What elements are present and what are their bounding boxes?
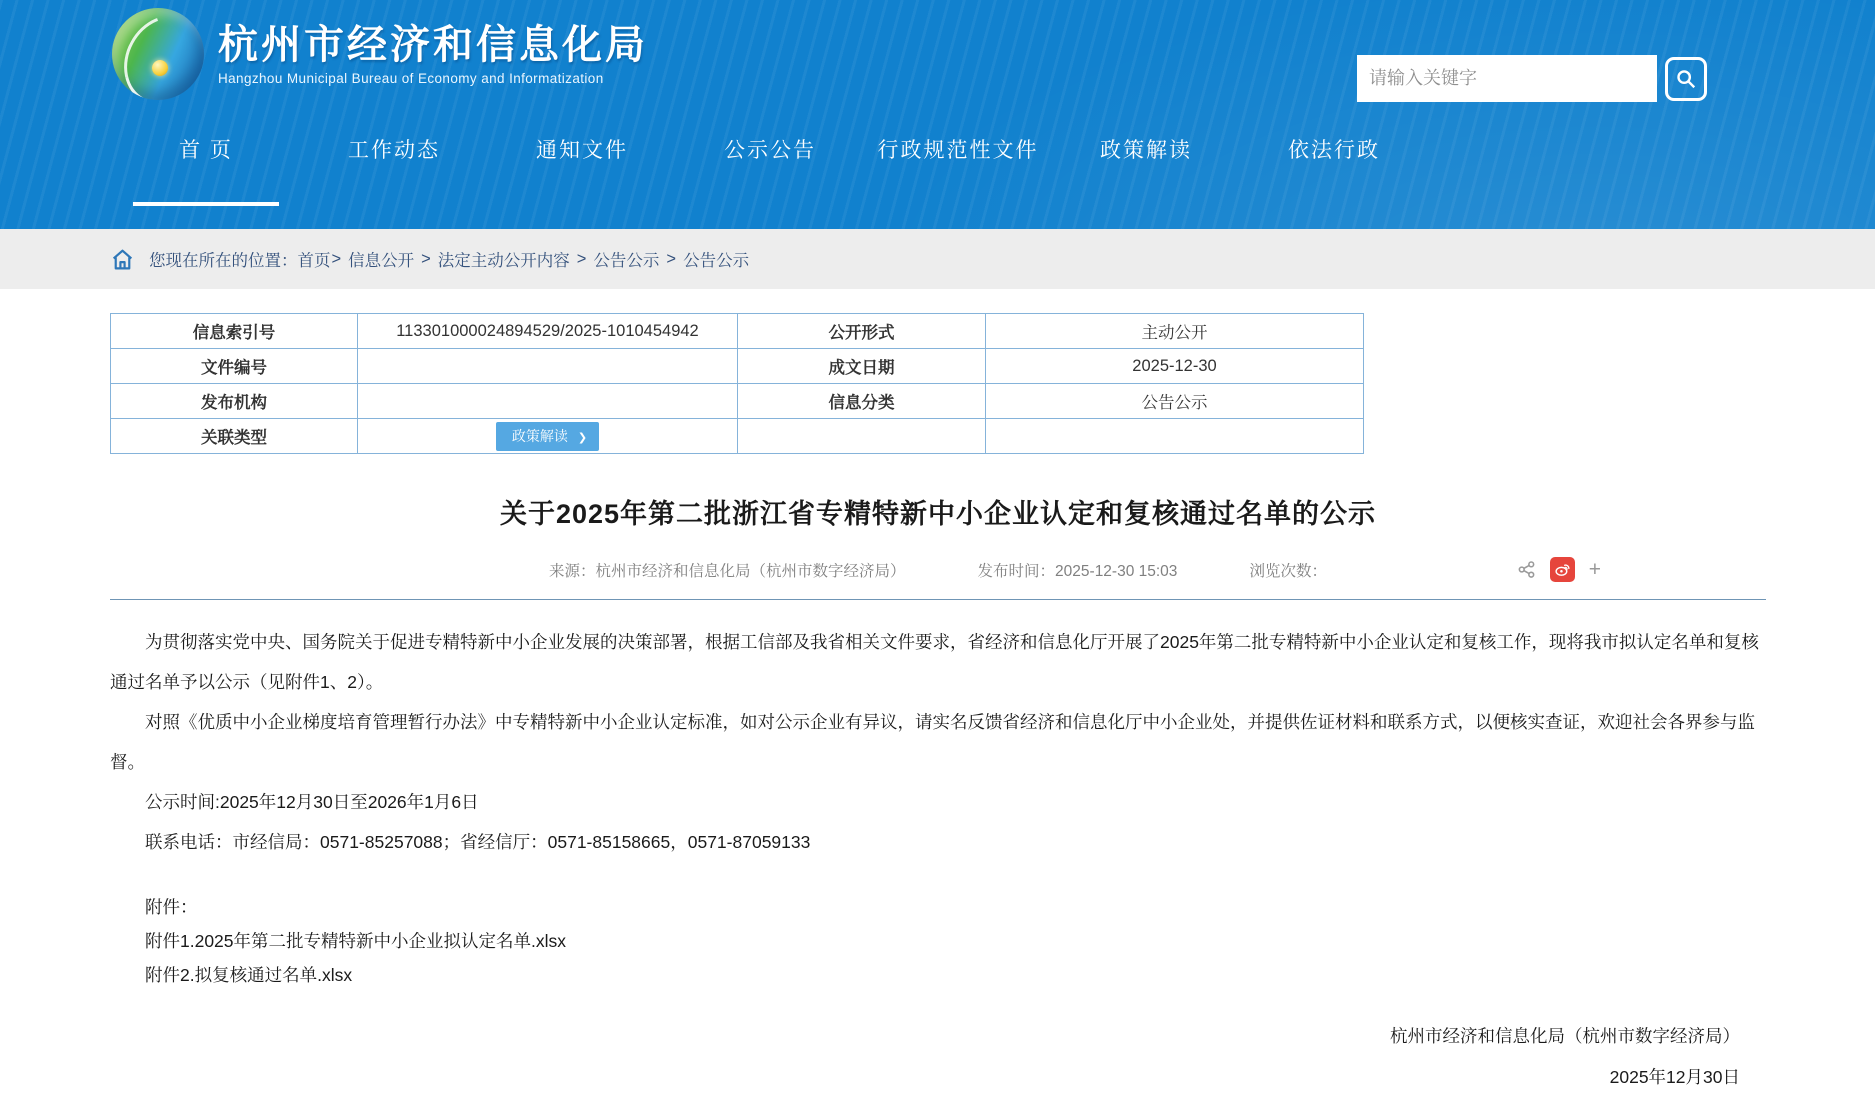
table-row — [111, 384, 1364, 419]
info-category-value: 公告公示 — [986, 384, 1364, 419]
attachments-label: 附件： — [145, 897, 198, 917]
search-input[interactable] — [1357, 55, 1657, 102]
info-index-value: 113301000024894529/2025-1010454942 — [358, 314, 738, 349]
site-header — [0, 0, 1875, 229]
document-number-value — [358, 349, 738, 384]
share-icon[interactable] — [1517, 560, 1536, 579]
issuing-agency-label: 发布机构 — [111, 384, 358, 419]
disclosure-form-label: 公开形式 — [738, 314, 986, 349]
related-type-label: 关联类型 — [111, 419, 358, 454]
nav-item-notice-documents[interactable]: 通知文件 — [536, 139, 628, 162]
agency-name-english: Hangzhou Municipal Bureau of Economy and Informatization — [218, 71, 604, 86]
policy-interpretation-button[interactable]: 政策解读 ❯ — [496, 422, 599, 451]
issue-date-label: 成文日期 — [738, 349, 986, 384]
brand — [112, 8, 648, 100]
breadcrumb-prefix: 您现在所在的位置： — [149, 252, 298, 270]
nav-item-work-news[interactable]: 工作动态 — [348, 139, 440, 162]
publish-time: 发布时间：2025-12-30 15:03 — [977, 563, 1178, 580]
article-source: 来源：杭州市经济和信息化局（杭州市数字经济局） — [549, 563, 906, 580]
body-paragraph: 为贯彻落实党中央、国务院关于促进专精特新中小企业发展的决策部署，根据工信部及我省相关文件要求，省经济和信息化厅开展了2025年第二批专精特新中小企业认定和复核工作，现将我市拟认定名单和复核通过名单予以公示（见附件1、2）。 — [110, 632, 1759, 692]
nav-item-home[interactable]: 首 页 — [112, 112, 300, 206]
search-icon — [1675, 68, 1697, 90]
agency-name: 杭州市经济和信息化局 — [218, 23, 648, 67]
nav-item-law-based-administration[interactable]: 依法行政 — [1288, 139, 1380, 162]
view-count-label: 浏览次数： — [1249, 563, 1327, 580]
attachment-link-1[interactable]: 附件1.2025年第二批专精特新中小企业拟认定名单.xlsx — [145, 931, 567, 951]
disclosure-form-value: 主动公开 — [986, 314, 1364, 349]
table-row — [111, 419, 1364, 454]
nav-item-policy-interpretation[interactable]: 政策解读 — [1100, 139, 1192, 162]
article-body — [110, 600, 1766, 1098]
table-row — [111, 314, 1364, 349]
breadcrumb-separator: > — [421, 249, 431, 268]
search-button[interactable] — [1665, 57, 1707, 101]
breadcrumb-bar — [0, 229, 1875, 289]
breadcrumb-item-home[interactable]: 首页 — [297, 252, 331, 270]
content-area — [0, 313, 1875, 1098]
document-number-label: 文件编号 — [111, 349, 358, 384]
contact-phones: 联系电话：市经信局：0571-85257088；省经信厅：0571-85158665，0571-87059133 — [145, 832, 811, 852]
related-type-cell — [358, 419, 738, 454]
breadcrumb-item-information-disclosure[interactable]: 信息公开 — [348, 252, 415, 270]
article-title: 关于2025年第二批浙江省专精特新中小企业认定和复核通过名单的公示 — [499, 499, 1377, 529]
publicity-period: 公示时间:2025年12月30日至2026年1月6日 — [145, 792, 479, 812]
main-nav — [112, 112, 1428, 206]
nav-item-public-announcements[interactable]: 公示公告 — [724, 139, 816, 162]
article-meta — [110, 555, 1766, 585]
weibo-share-icon[interactable] — [1550, 557, 1575, 582]
share-tools — [1517, 557, 1601, 582]
breadcrumb-item-announcements-2[interactable]: 公告公示 — [683, 252, 750, 270]
more-share-options-icon[interactable]: + — [1588, 557, 1601, 581]
agency-logo — [112, 8, 204, 100]
breadcrumb-separator: > — [331, 249, 342, 268]
info-index-label: 信息索引号 — [111, 314, 358, 349]
issuing-agency-value — [358, 384, 738, 419]
home-icon[interactable] — [110, 247, 135, 272]
issue-date-value: 2025-12-30 — [986, 349, 1364, 384]
info-category-label: 信息分类 — [738, 384, 986, 419]
chevron-right-icon: ❯ — [577, 431, 588, 444]
signature-block — [110, 1016, 1766, 1098]
attachment-link-2[interactable]: 附件2.拟复核通过名单.xlsx — [145, 965, 353, 985]
breadcrumb — [149, 247, 749, 271]
signature-date: 2025年12月30日 — [1609, 1067, 1740, 1087]
breadcrumb-item-announcements[interactable]: 公告公示 — [593, 252, 660, 270]
search-box — [1357, 55, 1657, 102]
document-info-table — [110, 313, 1364, 454]
breadcrumb-separator: > — [666, 249, 677, 268]
nav-item-administrative-normative-documents[interactable]: 行政规范性文件 — [877, 139, 1039, 162]
table-row — [111, 349, 1364, 384]
breadcrumb-item-statutory-disclosure-content[interactable]: 法定主动公开内容 — [437, 252, 570, 270]
body-paragraph: 对照《优质中小企业梯度培育管理暂行办法》中专精特新中小企业认定标准，如对公示企业有异议，请实名反馈省经济和信息化厅中小企业处，并提供佐证材料和联系方式，以便核实查证，欢迎社会各界参与监督。 — [110, 712, 1755, 772]
signature-agency: 杭州市经济和信息化局（杭州市数字经济局） — [1390, 1026, 1740, 1046]
breadcrumb-separator: > — [576, 249, 587, 268]
